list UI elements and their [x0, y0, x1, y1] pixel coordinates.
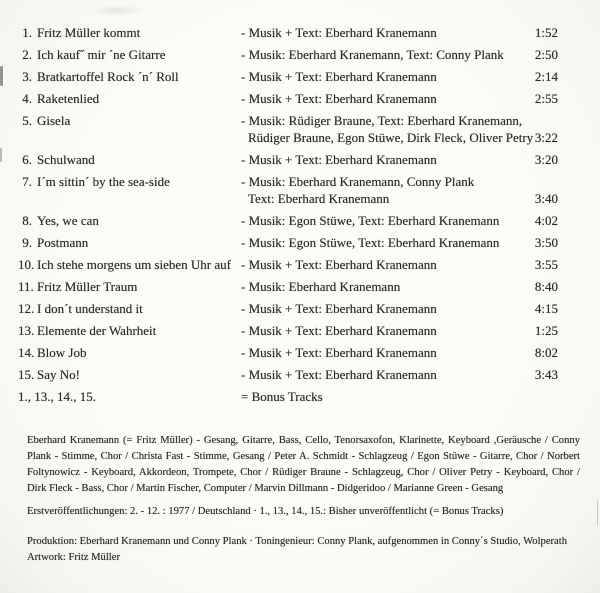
track-title: Bratkartoffel Rock ´n´ Roll — [37, 69, 179, 84]
credit-line: - Musik + Text: Eberhard Kranemann — [241, 25, 437, 40]
credit-line: - Musik + Text: Eberhard Kranemann — [241, 301, 437, 316]
track-credits — [237, 151, 514, 168]
track-credits — [237, 234, 514, 251]
track-duration: 1:25 — [534, 323, 558, 338]
track-duration: 3:22 — [534, 130, 558, 145]
track-credits — [237, 173, 514, 207]
track-credits — [237, 46, 514, 63]
track-credits — [237, 212, 514, 229]
track-number: 4. — [22, 91, 32, 106]
note-line: Dirk Fleck - Bass, Chor / Martin Fischer, Computer / Marvin Dillmann - Didgeridoo / Marianne Green - Gesang — [27, 483, 504, 494]
track-duration: 4:15 — [534, 301, 558, 316]
track-title: Ich stehe morgens um sieben Uhr auf — [37, 257, 231, 272]
track-row — [18, 366, 600, 383]
track-title — [32, 388, 237, 405]
track-row — [18, 278, 600, 295]
track-credits — [237, 24, 514, 41]
track-number: 9. — [22, 235, 32, 250]
track-credits — [237, 278, 514, 295]
track-duration: 2:55 — [534, 91, 558, 106]
track-row — [18, 212, 600, 229]
track-row — [18, 388, 600, 405]
track-duration: 3:40 — [534, 191, 558, 206]
track-duration: 1:52 — [534, 25, 558, 40]
track-duration: 2:50 — [534, 47, 558, 62]
track-number: 11. — [18, 279, 34, 294]
release-info: Erstveröffentlichungen: 2. - 12. : 1977 / Deutschland · 1., 13., 14., 15.: Bisher unveröffentlicht (= Bonus Tracks) — [27, 506, 504, 517]
track-row — [18, 256, 600, 273]
track-number: 6. — [22, 152, 32, 167]
track-number: 2. — [22, 47, 32, 62]
personnel-credits — [27, 433, 580, 497]
track-row — [18, 24, 600, 41]
note-line: Foltynowicz - Keyboard, Akkordeon, Trompete, Chor / Rüdiger Braune - Schlagzeug, Chor / Oliver Petry - Keyboard, Chor / — [27, 467, 580, 478]
note-line: Plank - Stimme, Chor / Christa Fast - Stimme, Gesang / Peter A. Schmidt - Schlagzeug / Egon Stüwe - Gitarre, Chor / Norbert — [27, 451, 580, 462]
track-duration: 8:40 — [534, 279, 558, 294]
track-duration: 3:20 — [534, 152, 558, 167]
credit-line: - Musik + Text: Eberhard Kranemann — [241, 323, 437, 338]
track-title: Blow Job — [37, 345, 87, 360]
track-row — [18, 151, 600, 168]
track-duration: 2:14 — [534, 69, 558, 84]
track-credits — [237, 68, 514, 85]
track-credits — [237, 256, 514, 273]
track-title: Gisela — [37, 113, 71, 128]
credit-line: Rüdiger Braune, Egon Stüwe, Dirk Fleck, Oliver Petry — [248, 130, 534, 145]
track-number: 7. — [22, 174, 32, 189]
track-credits — [237, 90, 514, 107]
credit-line: - Musik + Text: Eberhard Kranemann — [241, 69, 437, 84]
track-row — [18, 90, 600, 107]
track-title: Postmann — [37, 235, 89, 250]
track-duration: 3:50 — [534, 235, 558, 250]
track-title: Raketenlied — [37, 91, 100, 106]
credit-line: - Musik: Eberhard Kranemann, Conny Plank — [241, 174, 475, 189]
track-credits — [237, 344, 514, 361]
credit-line: - Musik: Egon Stüwe, Text: Eberhard Kranemann — [241, 213, 500, 228]
note-line: Eberhard Kranemann (= Fritz Müller) - Gesang, Gitarre, Bass, Cello, Tenorsaxofon, Klarinette, Keyboard ,Geräusche / Conny — [27, 435, 580, 446]
track-number: 14. — [18, 345, 35, 360]
credit-line: - Musik + Text: Eberhard Kranemann — [241, 367, 437, 382]
track-credits — [237, 300, 514, 317]
credit-line: - Musik: Eberhard Kranemann, Text: Conny Plank — [241, 47, 504, 62]
track-number: 1., 13., 14., 15. — [18, 389, 96, 404]
track-row — [18, 322, 600, 339]
track-title: I´m sittin´ by the sea-side — [37, 174, 170, 189]
credit-line: Text: Eberhard Kranemann — [248, 191, 390, 206]
track-number: 10. — [18, 257, 35, 272]
credit-line: - Musik: Rüdiger Braune, Text: Eberhard Kranemann, — [241, 113, 523, 128]
scan-artifact-right — [597, 500, 599, 526]
track-row — [18, 112, 600, 146]
track-number: 13. — [18, 323, 35, 338]
track-row — [18, 68, 600, 85]
production-credits — [27, 534, 580, 566]
credit-line: - Musik + Text: Eberhard Kranemann — [241, 91, 437, 106]
credit-line: - Musik + Text: Eberhard Kranemann — [241, 152, 437, 167]
track-row — [18, 234, 600, 251]
credit-line: - Musik + Text: Eberhard Kranemann — [241, 257, 437, 272]
track-title: Say No! — [37, 367, 80, 382]
track-number: 15. — [18, 367, 35, 382]
track-row — [18, 173, 600, 207]
track-credits — [237, 112, 534, 146]
track-title: Yes, we can — [37, 213, 99, 228]
track-row — [18, 344, 600, 361]
credit-line: - Musik + Text: Eberhard Kranemann — [241, 345, 437, 360]
track-title: I don´t understand it — [37, 301, 143, 316]
track-title: Schulwand — [37, 152, 95, 167]
credit-line: - Musik: Egon Stüwe, Text: Eberhard Kranemann — [241, 235, 500, 250]
track-row — [18, 300, 600, 317]
track-title: Fritz Müller kommt — [37, 25, 141, 40]
track-credits — [237, 388, 514, 405]
track-number: 12. — [18, 301, 35, 316]
note-line: Artwork: Fritz Müller — [27, 552, 120, 563]
track-duration: 3:55 — [534, 257, 558, 272]
track-title: Elemente der Wahrheit — [37, 323, 157, 338]
credit-line: - Musik: Eberhard Kranemann — [241, 279, 401, 294]
track-duration: 3:43 — [534, 367, 558, 382]
liner-notes — [27, 433, 580, 566]
track-number: 8. — [22, 213, 32, 228]
track-duration: 8:02 — [534, 345, 558, 360]
track-title: Fritz Müller Traum — [37, 279, 138, 294]
track-title: Ich kauf˝ mir ´ne Gitarre — [37, 47, 166, 62]
track-duration: 4:02 — [534, 213, 558, 228]
track-credits — [237, 366, 514, 383]
track-number: 5. — [22, 113, 32, 128]
note-line: Produktion: Eberhard Kranemann und Conny Plank · Toningenieur: Conny Plank, aufgenommen in Conny´s Studio, Wolperath — [27, 536, 567, 547]
track-credits — [237, 322, 514, 339]
track-number: 3. — [22, 69, 32, 84]
credit-line: = Bonus Tracks — [241, 389, 323, 404]
track-row — [18, 46, 600, 63]
track-number: 1. — [22, 25, 32, 40]
